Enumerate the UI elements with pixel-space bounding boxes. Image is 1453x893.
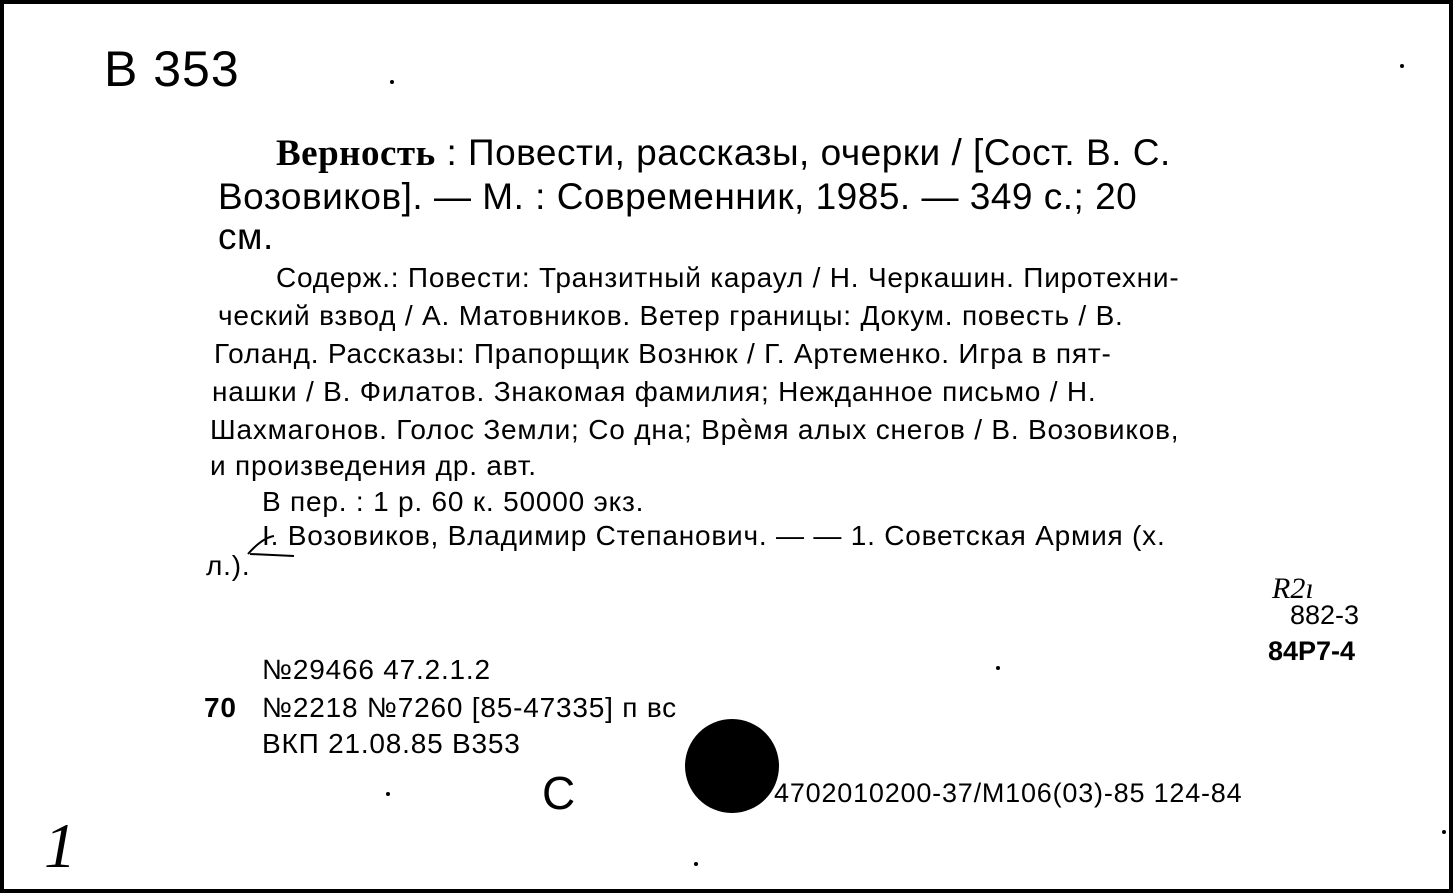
price-line: В пер. : 1 р. 60 к. 50000 экз. [262, 486, 645, 517]
handwritten-classification: R2ı [1272, 572, 1314, 605]
punch-hole [685, 719, 779, 813]
series-code: 4702010200-37/М106(03)-85 124-84 [774, 778, 1243, 808]
contents-line-1: Содерж.: Повести: Транзитный караул / Н. Черкашин. Пиротехни- [276, 262, 1180, 293]
speck [390, 80, 394, 84]
contents-line-5: Шахмагонов. Голос Земли; Со дна; Врѐмя алых снегов / В. Возовиков, [210, 414, 1180, 445]
speck [1442, 830, 1446, 834]
bottom-line-2: №2218 №7260 [85-47335] п вс [262, 692, 677, 723]
title-line-1 [276, 132, 1171, 175]
handwritten-sheet-number: 1 [44, 810, 76, 881]
bottom-line-1: №29466 47.2.1.2 [262, 654, 491, 685]
contents-line-6: и произведения др. авт. [210, 450, 537, 481]
speck [694, 862, 698, 866]
title-line-2: Возовиков]. — М. : Современник, 1985. — 349 с.; 20 [218, 176, 1138, 217]
speck [1400, 64, 1404, 68]
call-number: В 353 [104, 41, 240, 97]
tracing-line-1: I. Возовиков, Владимир Степанович. — — 1. Советская Армия (х. [262, 520, 1166, 551]
classification-code-1: 882-3 [1290, 600, 1360, 630]
letter-mark: С [542, 767, 576, 819]
contents-line-3: Голанд. Рассказы: Прапорщик Вознюк / Г. Артеменко. Игра в пят- [214, 338, 1112, 369]
tracing-line-2: л.). [206, 550, 251, 581]
classification-code-2: 84Р7-4 [1268, 636, 1356, 666]
bottom-prefix: 70 [204, 692, 237, 723]
contents-line-4: нашки / В. Филатов. Знакомая фамилия; Нежданное письмо / Н. [212, 376, 1097, 407]
bottom-line-3: ВКП 21.08.85 В353 [262, 728, 521, 759]
title-line-1-rest: : Повести, рассказы, очерки / [Сост. В. С. [435, 132, 1171, 173]
title-lead: Верность [276, 133, 436, 174]
contents-line-2: ческий взвод / А. Матовников. Ветер границы: Докум. повесть / В. [218, 300, 1124, 331]
speck [386, 792, 390, 796]
speck [996, 666, 1000, 670]
tracing-bracket-mark [244, 534, 304, 560]
title-line-3: см. [218, 216, 274, 257]
